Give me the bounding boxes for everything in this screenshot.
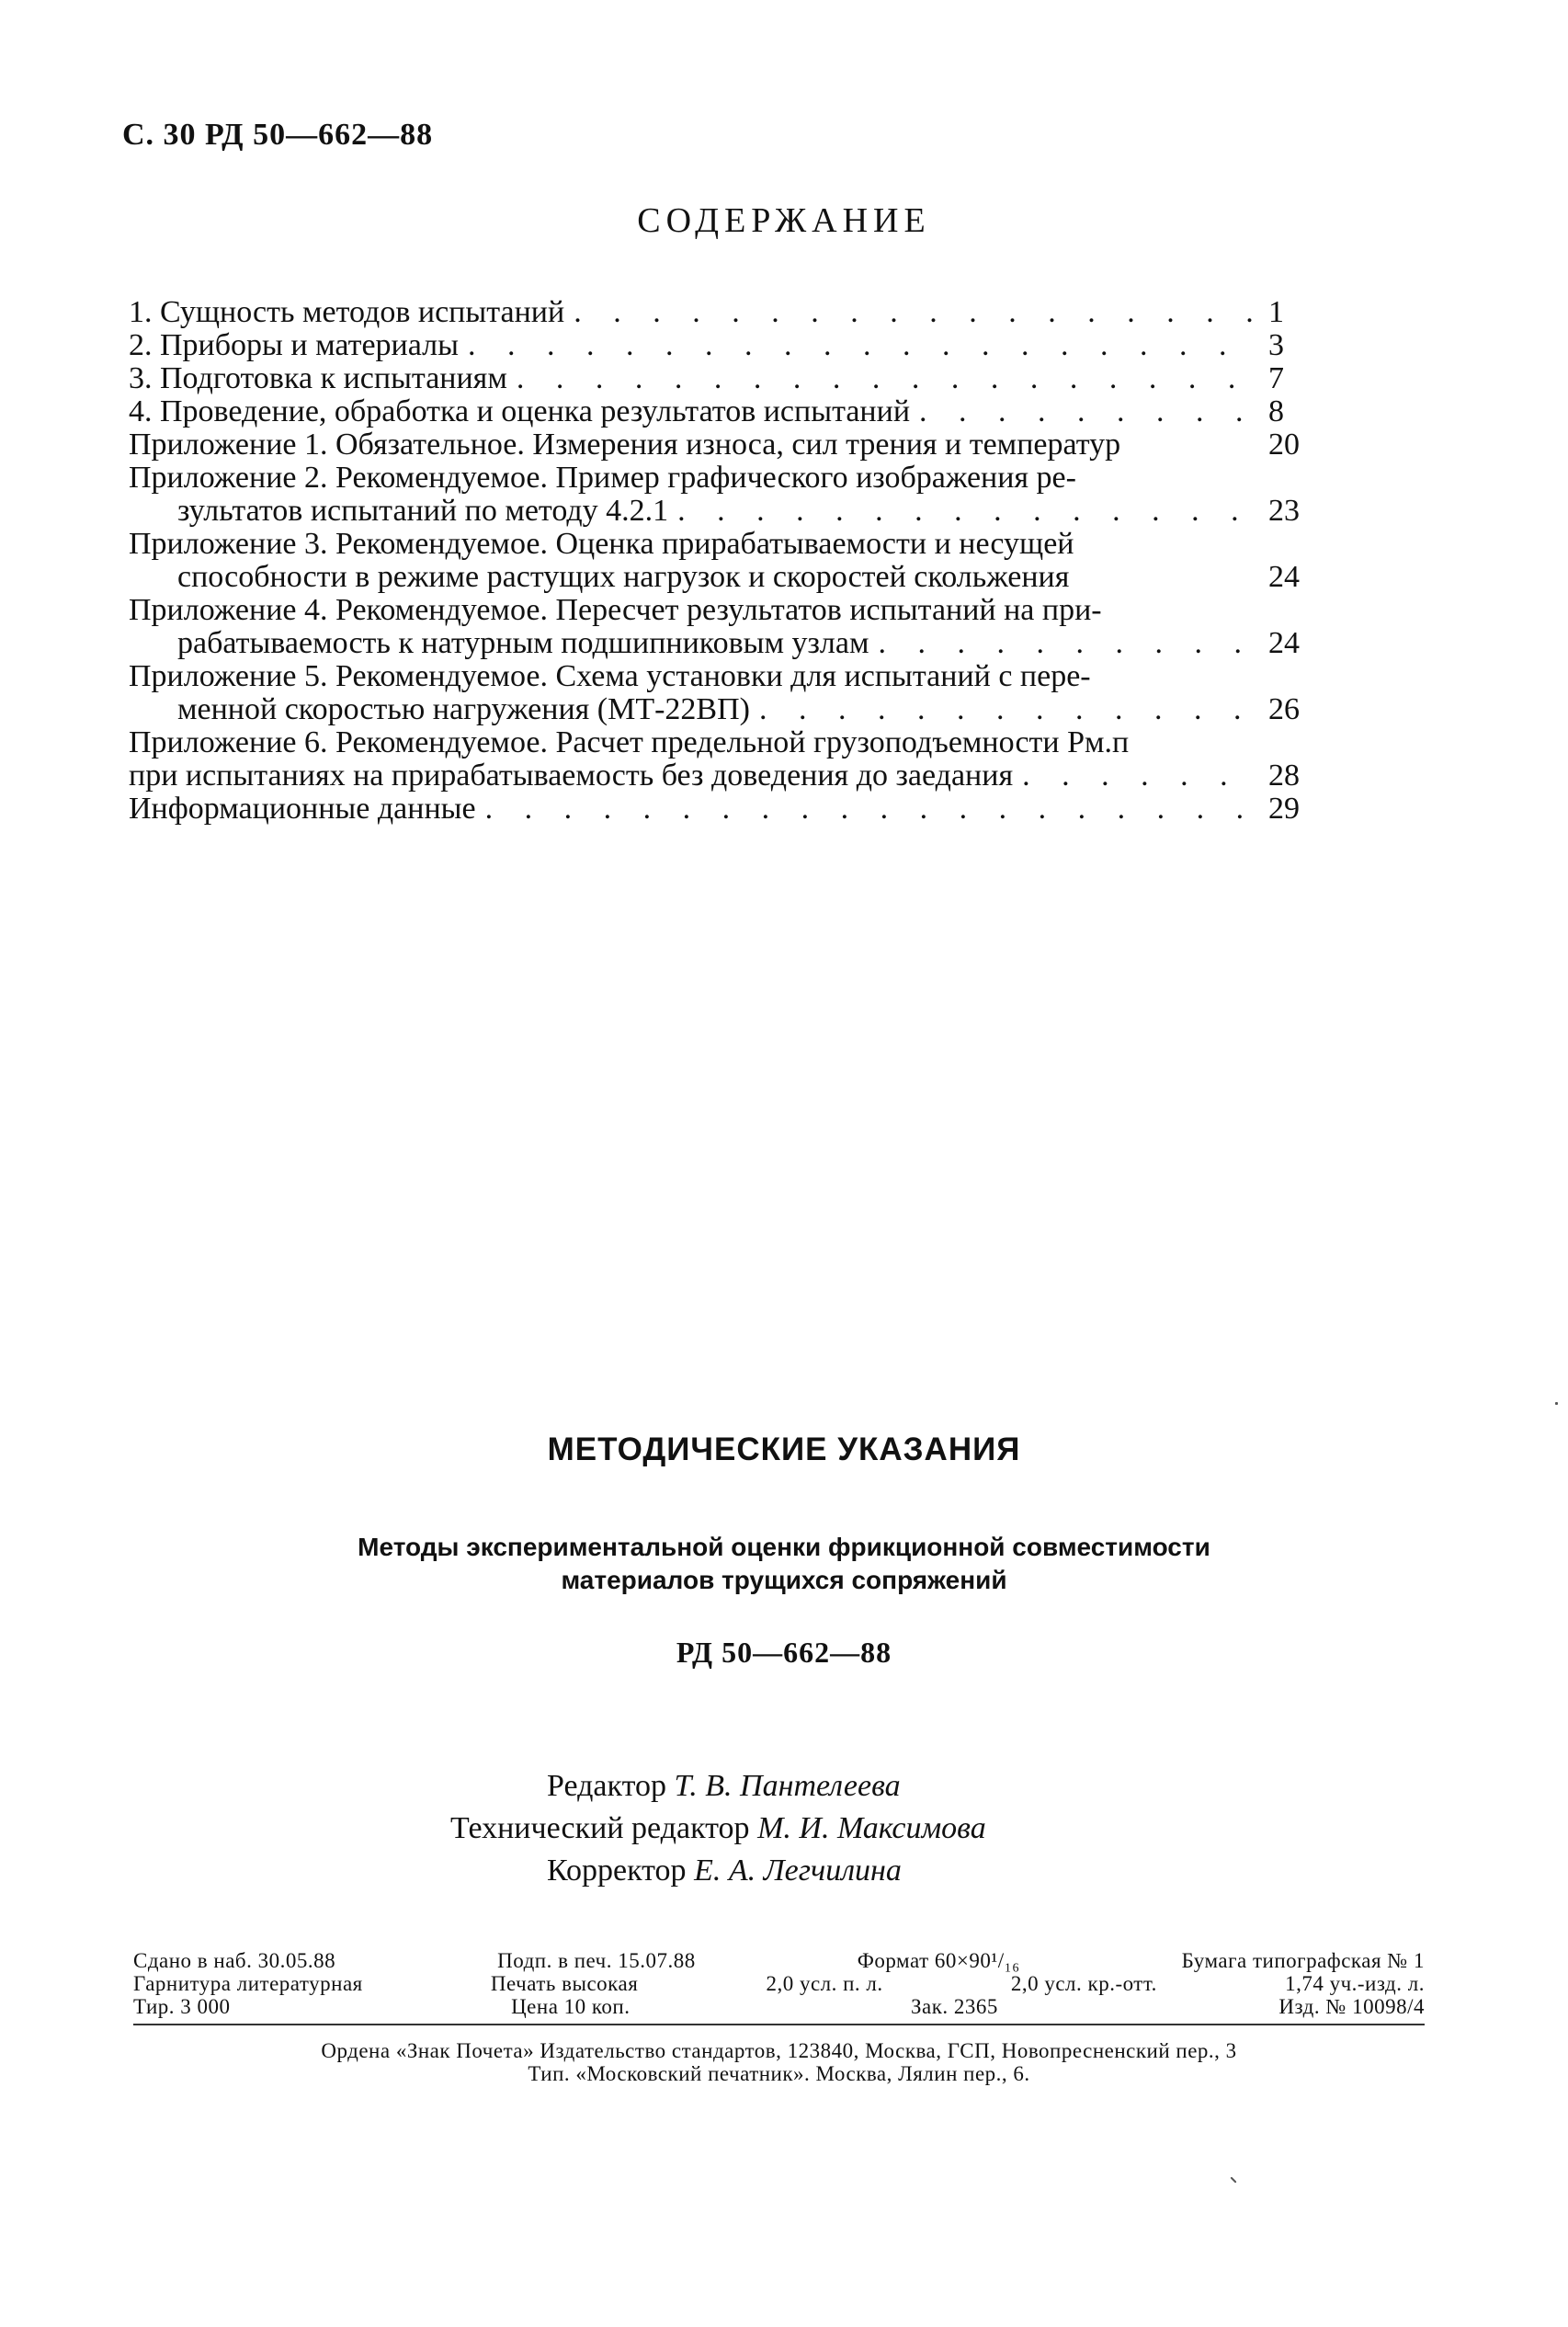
- imprint-row: [133, 1995, 1425, 2018]
- credit-name: Т. В. Пантелеева: [674, 1769, 901, 1803]
- toc-entry-page: 20: [1268, 428, 1300, 462]
- toc-entry-page: 8: [1268, 394, 1284, 428]
- toc-entry-text: Приложение 3. Рекомендуемое. Оценка прирабатываемости и несущей: [129, 527, 1074, 561]
- imprint-cell: 2,0 усл. п. л.: [766, 1972, 883, 1995]
- publisher-info: [124, 2039, 1434, 2085]
- toc-entry-page: 28: [1268, 759, 1300, 793]
- imprint-cell: Изд. № 10098/4: [1278, 1995, 1425, 2018]
- toc-entry: [129, 726, 1324, 793]
- credit-name: Е. А. Легчилина: [694, 1854, 902, 1888]
- toc-entry-text: 1. Сущность методов испытаний: [129, 295, 565, 329]
- toc-title: СОДЕРЖАНИЕ: [637, 201, 931, 240]
- toc-entry-page: 26: [1268, 692, 1300, 726]
- imprint-cell: Цена 10 коп.: [511, 1995, 631, 2018]
- toc-entry: [129, 660, 1324, 726]
- toc-entry-page: 3: [1268, 328, 1284, 362]
- toc-entry: [129, 296, 1324, 329]
- toc-entry-page: 24: [1268, 626, 1300, 660]
- scan-speck: [1230, 2176, 1236, 2183]
- document-subtitle: [0, 1531, 1568, 1597]
- imprint-cell: Формат 60×90¹/₁₆: [857, 1949, 1020, 1972]
- toc-entry-text: Информационные данные: [129, 792, 476, 826]
- toc-entry-text-cont: менной скоростью нагружения (МТ-22ВП): [177, 692, 750, 726]
- publisher-line: Тип. «Московский печатник». Москва, Лялин пер., 6.: [528, 2062, 1030, 2085]
- credit-proofreader: [450, 1850, 1186, 1892]
- imprint-cell: 1,74 уч.-изд. л.: [1285, 1972, 1425, 1995]
- toc-entry-text-cont: зультатов испытаний по методу 4.2.1: [177, 494, 669, 528]
- page-header: С. 30 РД 50—662—88: [122, 118, 434, 152]
- credit-tech-editor: [450, 1808, 1186, 1850]
- toc-entry: [129, 793, 1324, 826]
- toc-entry-text: 2. Приборы и материалы: [129, 328, 459, 362]
- publisher-line: Ордена «Знак Почета» Издательство стандартов, 123840, Москва, ГСП, Новопресненский пер., 3: [321, 2039, 1237, 2062]
- toc-entry-text-cont: способности в режиме растущих нагрузок и скоростей скольжения: [177, 560, 1070, 594]
- imprint-cell: Бумага типографская № 1: [1181, 1949, 1425, 1972]
- toc-entry-text-cont: рабатываемость к натурным подшипниковым узлам: [177, 626, 869, 660]
- subtitle-line: материалов трущихся сопряжений: [561, 1566, 1007, 1594]
- imprint-row: [133, 1949, 1425, 1972]
- toc-entry-page: 29: [1268, 792, 1300, 826]
- toc-entry: [129, 462, 1324, 528]
- table-of-contents: [129, 296, 1324, 826]
- toc-entry: [129, 594, 1324, 660]
- toc-entry-text: Приложение 1. Обязательное. Измерения износа, сил трения и температур: [129, 428, 1121, 462]
- toc-entry-page: 7: [1268, 361, 1284, 395]
- toc-entry: [129, 395, 1324, 428]
- divider-rule: [133, 2024, 1425, 2025]
- toc-entry-text: Приложение 5. Рекомендуемое. Схема установки для испытаний с пере-: [129, 659, 1091, 693]
- toc-entry-page: 23: [1268, 494, 1300, 528]
- credit-editor: [450, 1765, 1186, 1808]
- imprint-cell: Гарнитура литературная: [133, 1972, 363, 1995]
- toc-entry: [129, 528, 1324, 594]
- toc-entry: [129, 428, 1324, 462]
- toc-entry-text: Приложение 4. Рекомендуемое. Пересчет результатов испытаний на при-: [129, 593, 1102, 627]
- toc-entry-text-cont: при испытаниях на прирабатываемость без доведения до заедания: [129, 759, 1014, 793]
- imprint-cell: Тир. 3 000: [133, 1995, 231, 2018]
- toc-entry-text: Приложение 2. Рекомендуемое. Пример графического изображения ре-: [129, 461, 1076, 495]
- credit-role: Технический редактор: [450, 1811, 750, 1845]
- document-title: МЕТОДИЧЕСКИЕ УКАЗАНИЯ: [547, 1432, 1021, 1467]
- credit-name: М. И. Максимова: [757, 1811, 986, 1845]
- toc-entry-page: 1: [1268, 295, 1284, 329]
- toc-entry-text: Приложение 6. Рекомендуемое. Расчет предельной грузоподъемности Pм.п: [129, 725, 1130, 759]
- imprint-cell: 2,0 усл. кр.-отт.: [1010, 1972, 1157, 1995]
- imprint-row: [133, 1972, 1425, 1995]
- toc-entry-page: 24: [1268, 560, 1300, 594]
- scan-speck: [1555, 1402, 1558, 1405]
- toc-entry-text: 3. Подготовка к испытаниям: [129, 361, 507, 395]
- credits: [450, 1765, 1186, 1892]
- credit-role: Редактор: [547, 1769, 666, 1803]
- credit-role: Корректор: [547, 1854, 687, 1888]
- toc-entry-text: 4. Проведение, обработка и оценка результатов испытаний: [129, 394, 911, 428]
- document-code: РД 50—662—88: [676, 1636, 892, 1669]
- imprint-cell: Печать высокая: [490, 1972, 639, 1995]
- subtitle-line: Методы экспериментальной оценки фрикционной совместимости: [358, 1533, 1210, 1561]
- imprint-cell: Зак. 2365: [910, 1995, 998, 2018]
- imprint-cell: Подп. в печ. 15.07.88: [497, 1949, 696, 1972]
- toc-entry: [129, 329, 1324, 362]
- imprint-cell: Сдано в наб. 30.05.88: [133, 1949, 336, 1972]
- toc-entry: [129, 362, 1324, 395]
- imprint: [133, 1949, 1425, 2018]
